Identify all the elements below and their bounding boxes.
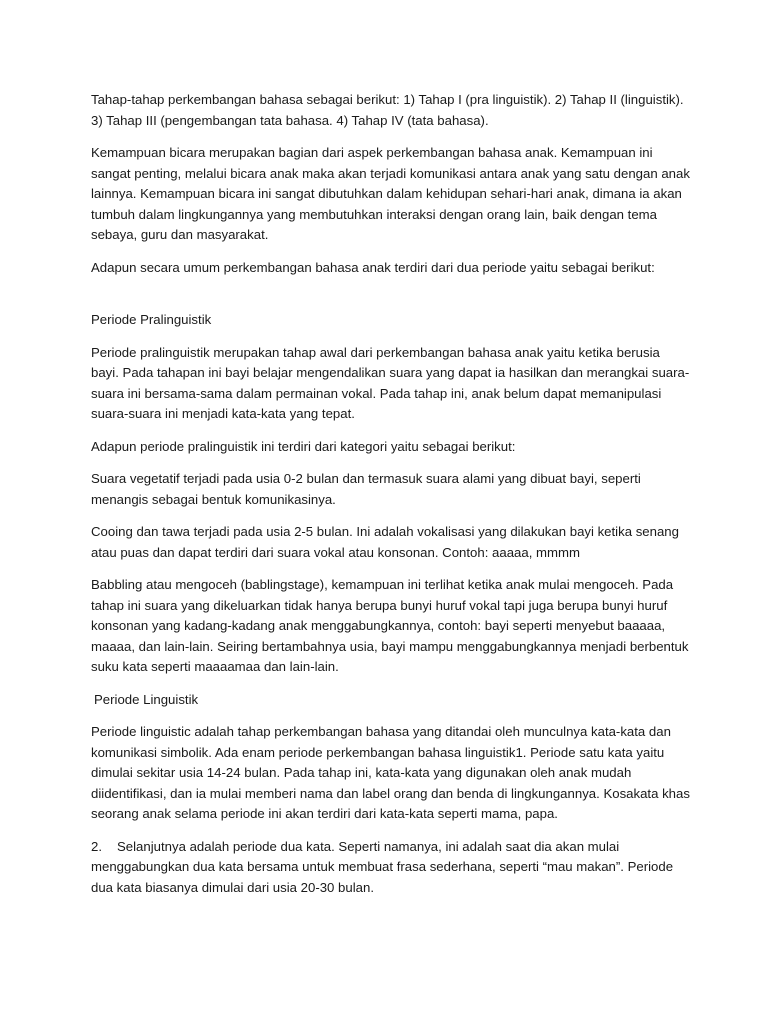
paragraph-linguistik-definisi: Periode linguistic adalah tahap perkembangan bahasa yang ditandai oleh munculnya kata-kata dan komunikasi simbolik. Ada enam periode perkembangan bahasa linguistik1. Periode satu kata yaitu dimulai sekitar usia 14-24 bulan. Pada tahap ini, kata-kata yang digunakan oleh anak mudah diidentifikasi, dan ia mulai memberi nama dan label orang dan benda di lingkungannya. Kosakata khas seorang anak selama periode ini akan terdiri dari kata-kata seperti mama, papa.	[91, 724, 690, 821]
heading-periode-linguistik: Periode Linguistik	[94, 691, 199, 707]
paragraph-cooing: Cooing dan tawa terjadi pada usia 2-5 bulan. Ini adalah vokalisasi yang dilakukan bayi ketika senang atau puas dan dapat terdiri dari suara vokal atau konsonan. Contoh: aaaaa, mmmm	[91, 524, 679, 560]
item-text: Selanjutnya adalah periode dua kata. Seperti namanya, ini adalah saat dia akan mulai menggabungkan dua kata bersama untuk membuat frasa sederhana, seperti “mau makan”. Periode dua kata biasanya dimulai dari usia 20-30 bulan.	[91, 838, 674, 895]
heading-periode-pralinguistik: Periode Pralinguistik	[91, 312, 212, 327]
paragraph-intro: Tahap-tahap perkembangan bahasa sebagai berikut: 1) Tahap I (pra linguistik). 2) Tahap II (linguistik). 3) Tahap III (pengembangan tata bahasa. 4) Tahap IV (tata bahasa).	[91, 92, 684, 128]
paragraph-pralinguistik-kategori: Adapun periode pralinguistik ini terdiri dari kategori yaitu sebagai berikut:	[91, 438, 516, 454]
document-page	[91, 90, 691, 910]
paragraph-dua-periode: Adapun secara umum perkembangan bahasa anak terdiri dari dua periode yaitu sebagai berikut:	[91, 259, 655, 275]
item-number: 2.	[91, 838, 102, 854]
paragraph-pralinguistik-definisi: Periode pralinguistik merupakan tahap awal dari perkembangan bahasa anak yaitu ketika berusia bayi. Pada tahapan ini bayi belajar mengendalikan suara yang dapat ia hasilkan dan merangkai suara-suara ini bersama-sama dalam permainan vokal. Pada tahap ini, anak belum dapat memanipulasi suara-suara ini menjadi kata-kata yang tepat.	[91, 344, 690, 421]
paragraph-suara-vegetatif: Suara vegetatif terjadi pada usia 0-2 bulan dan termasuk suara alami yang dibuat bayi, seperti menangis sebagai bentuk komunikasinya.	[91, 471, 641, 507]
numbered-item-2	[91, 837, 691, 899]
paragraph-babbling: Babbling atau mengoceh (bablingstage), kemampuan ini terlihat ketika anak mulai mengoceh. Pada tahap ini suara yang dikeluarkan tidak hanya berupa bunyi huruf vokal tapi juga berupa bunyi huruf konsonan yang kadang-kadang anak menggabungkannya, contoh: bayi seperti menyebut baaaaa, maaaa, dan lain-lain. Seiring bertambahnya usia, bayi mampu menggabungkannya menjadi berbentuk suku kata seperti maaaamaa dan lain-lain.	[91, 577, 689, 674]
paragraph-kemampuan-bicara: Kemampuan bicara merupakan bagian dari aspek perkembangan bahasa anak. Kemampuan ini sangat penting, melalui bicara anak maka akan terjadi komunikasi antara anak yang satu dengan anak lainnya. Kemampuan bicara ini sangat dibutuhkan dalam kehidupan sehari-hari anak, dimana ia akan tumbuh dalam lingkungannya yang membutuhkan interaksi dengan orang lain, baik dengan tema sebaya, guru dan masyarakat.	[91, 145, 690, 242]
